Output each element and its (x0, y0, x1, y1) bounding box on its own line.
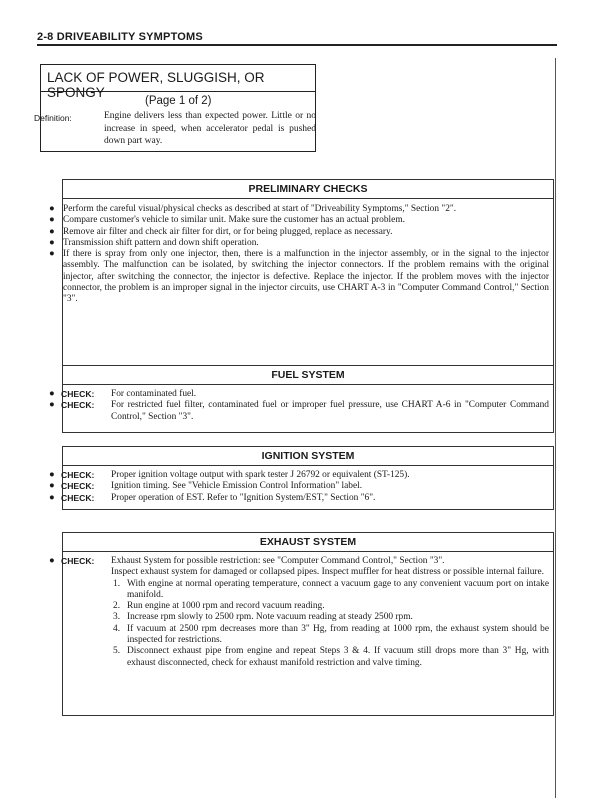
step-text: Run engine at 1000 rpm and record vacuum reading. (127, 601, 325, 612)
bullet-icon: ● (49, 389, 55, 399)
item-text: Transmission shift pattern and down shift operation. (63, 237, 259, 248)
section-title: IGNITION SYSTEM (63, 447, 553, 466)
item-text: Compare customer's vehicle to similar unit. Make sure the customer has an actual problem. (63, 215, 405, 226)
bullet-icon: ● (49, 226, 55, 237)
step-text: With engine at normal operating temperature, connect a vacuum gage to any convenient vacuum port on intake manifold. (127, 578, 549, 600)
ignition-system-section (49, 446, 554, 510)
bullet-icon: ● (49, 400, 55, 411)
check-item (47, 481, 549, 492)
check-item (47, 493, 549, 504)
right-margin-rule (555, 58, 556, 798)
step-item (111, 624, 549, 647)
fuel-system-section (49, 365, 554, 433)
preliminary-checks-section (49, 179, 554, 369)
bullet-icon: ● (49, 492, 55, 503)
page-header: 2-8 DRIVEABILITY SYMPTOMS (37, 31, 203, 43)
symptom-title: LACK OF POWER, SLUGGISH, OR SPONGY (41, 70, 315, 92)
check-item (47, 470, 549, 481)
check-text: For contaminated fuel. (111, 389, 197, 399)
step-text: Disconnect exhaust pipe from engine and repeat Steps 3 & 4. If vacuum still drops more than 3" Hg, with exhaust disconnected, check for exhaust manifold restriction and valve timing. (127, 646, 549, 668)
step-item (111, 601, 549, 612)
step-text: If vacuum at 2500 rpm decreases more than 3" Hg, from reading at 1000 rpm, the exhaust system should be inspected for restrictions. (127, 623, 549, 646)
section-title: EXHAUST SYSTEM (63, 533, 553, 552)
section-title: FUEL SYSTEM (63, 366, 553, 385)
section-title: PRELIMINARY CHECKS (63, 180, 553, 199)
preliminary-list (49, 204, 549, 306)
step-text: Increase rpm slowly to 2500 rpm. Note vacuum reading at steady 2500 rpm. (127, 612, 413, 623)
list-item (47, 227, 549, 238)
list-item (47, 249, 549, 305)
check-text: Proper ignition voltage output with spark tester J 26792 or equivalent (ST-125). (111, 470, 410, 480)
step-number: 5. (113, 646, 121, 657)
list-item (47, 204, 549, 215)
bullet-icon: ● (49, 556, 55, 566)
check-text: Proper operation of EST. Refer to "Ignition System/EST," Section "6". (111, 492, 376, 503)
definition-label: Definition: (34, 113, 72, 123)
step-number: 4. (113, 623, 121, 634)
bullet-icon: ● (49, 215, 55, 226)
bullet-icon: ● (49, 470, 55, 480)
step-number: 3. (113, 612, 121, 623)
check-label: CHECK: (61, 389, 95, 399)
item-text: Remove air filter and check air filter for dirt, or for being plugged, replace as necessary. (63, 226, 393, 237)
check-label: CHECK: (61, 400, 95, 411)
check-label: CHECK: (61, 556, 95, 566)
bullet-icon: ● (49, 237, 55, 248)
item-text: Perform the careful visual/physical checks as described at start of "Driveability Symptoms," Section "2". (63, 204, 457, 214)
bullet-icon: ● (49, 204, 55, 214)
check-label: CHECK: (61, 470, 95, 480)
inspect-text: Inspect exhaust system for damaged or collapsed pipes. Inspect muffler for heat distress or possible internal failure. (111, 567, 545, 578)
list-item (47, 215, 549, 226)
check-item (47, 389, 549, 400)
check-label: CHECK: (61, 481, 95, 492)
step-item (111, 646, 549, 669)
step-item (111, 579, 549, 602)
step-number: 2. (113, 601, 121, 612)
step-number: 1. (113, 578, 121, 589)
check-text: Exhaust System for possible restriction: see "Computer Command Control," Section "3". (111, 556, 445, 566)
bullet-icon: ● (49, 481, 55, 492)
bullet-icon: ● (49, 249, 55, 260)
check-item (47, 400, 549, 423)
procedure-steps (111, 579, 549, 669)
check-item (47, 556, 549, 669)
check-text: For restricted fuel filter, contaminated fuel or improper fuel pressure, use CHART A-6 in "Computer Command Control," Section "3". (111, 400, 549, 422)
check-text: Ignition timing. See "Vehicle Emission Control Information" label. (111, 481, 363, 492)
exhaust-system-section (49, 532, 554, 716)
item-text: If there is spray from only one injector, then, there is a malfunction in the injector assembly, or in the signal to the injector assembly. The malfunction can be isolated, by switching the injector connectors. If the problem remains with the original injector, after switching the connector, the injector is defective. Replace the injector. If the problem moves with the injector connector, the problem is an improper signal in the injector circuits, use CHART A-3 in "Computer Command Control," Section "3". (63, 249, 549, 305)
definition-text: Engine delivers less than expected power. Little or no increase in speed, when accelerator pedal is pushed down part way. (104, 111, 316, 146)
list-item (47, 238, 549, 249)
check-label: CHECK: (61, 492, 95, 503)
header-rule (37, 44, 557, 46)
page-indicator: (Page 1 of 2) (145, 95, 212, 107)
step-item (111, 612, 549, 623)
